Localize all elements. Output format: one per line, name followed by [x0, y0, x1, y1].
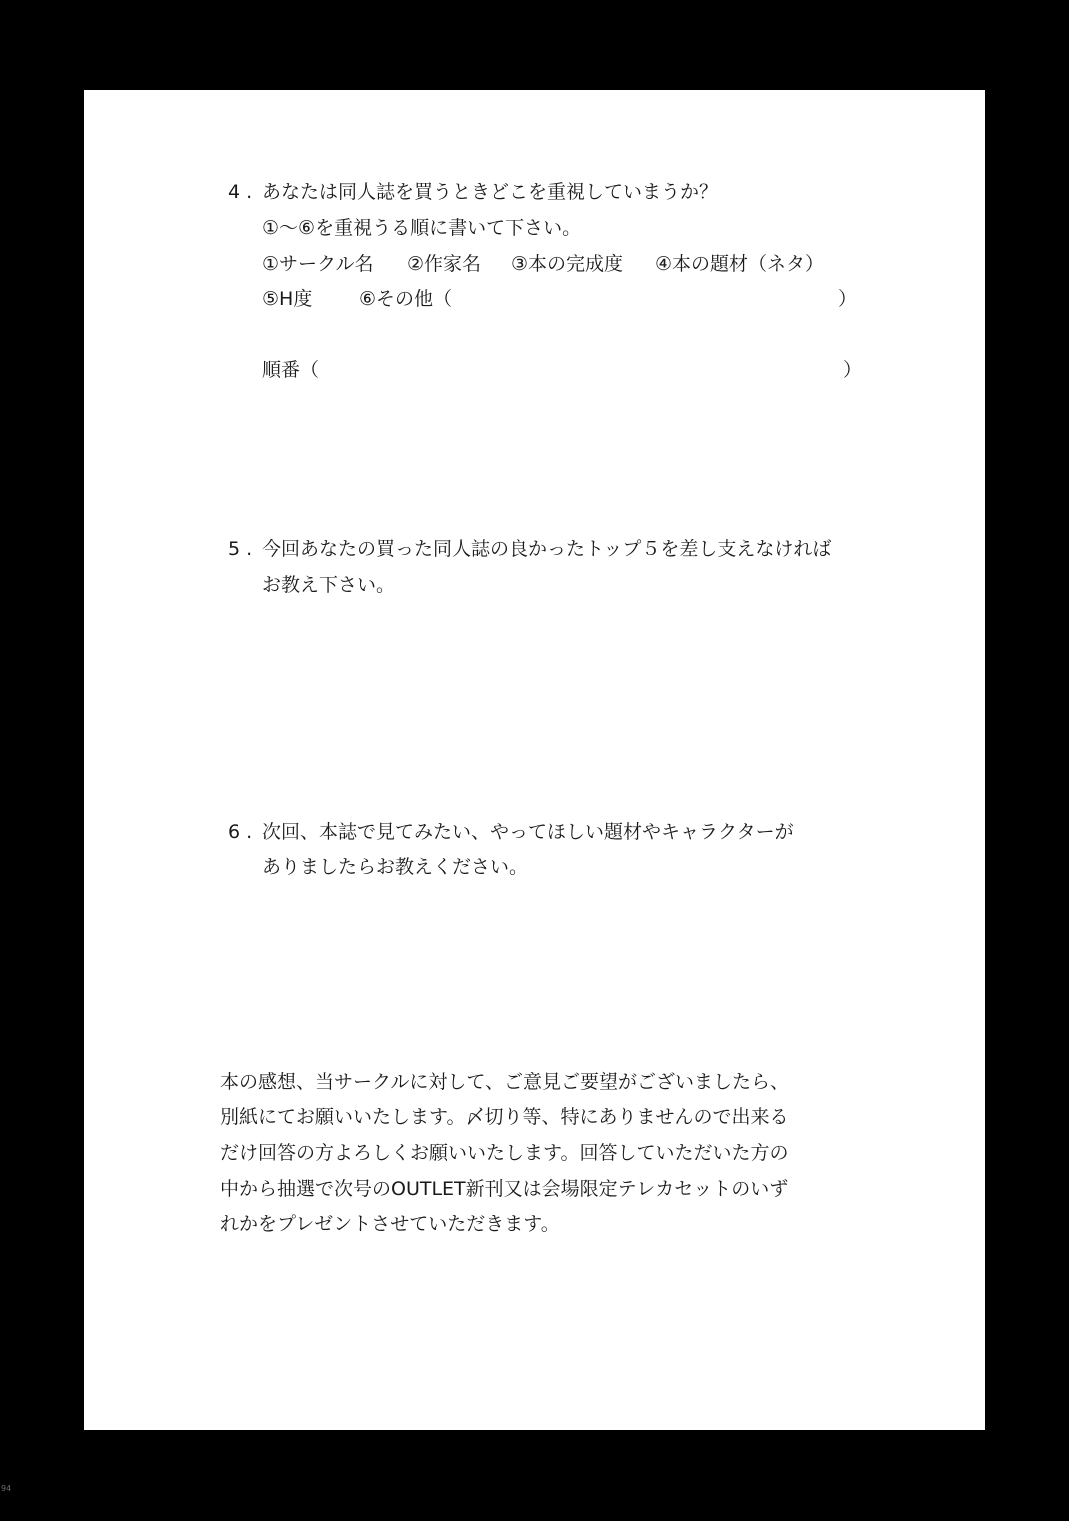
q4-instruction: ①〜⑥を重視うる順に書いて下さい。	[262, 217, 582, 239]
q4-option-circle-name: ①サークル名	[262, 253, 374, 275]
q4-other-close-paren: ）	[838, 288, 858, 310]
closing-line-3: だけ回答の方よろしくお願いいたします。回答していただいた方の	[220, 1142, 789, 1164]
q5-line-1: 今回あなたの買った同人誌の良かったトップ５を差し支えなければ	[262, 538, 832, 560]
q4-order-label: 順番（	[262, 359, 320, 381]
closing-line-1: 本の感想、当サークルに対して、ご意見ご要望がございましたら、	[220, 1071, 790, 1093]
q4-order-close-paren: ）	[843, 359, 863, 381]
q4-option-completeness: ③本の完成度	[511, 253, 624, 275]
q4-number: 4.	[228, 181, 259, 203]
q4-option-author-name: ②作家名	[407, 253, 482, 275]
page-number: 94	[1, 1484, 12, 1493]
q6-line-2: ありましたらお教えください。	[262, 856, 529, 878]
q4-option-h-level: ⑤H度	[262, 288, 313, 310]
q4-question: あなたは同人誌を買うときどこを重視していまうか？	[262, 181, 719, 203]
closing-line-2: 別紙にてお願いいたします。〆切り等、特にありませんので出来る	[220, 1106, 789, 1128]
q5-line-2: お教え下さい。	[262, 574, 396, 596]
q4-option-other: ⑥その他（	[359, 288, 453, 310]
closing-line-5: れかをプレゼントさせていただきます。	[220, 1213, 560, 1235]
q5-number: 5.	[228, 538, 259, 560]
q4-option-subject: ④本の題材（ネタ）	[655, 253, 825, 275]
q6-line-1: 次回、本誌で見てみたい、やってほしい題材やキャラクターが	[262, 821, 794, 843]
q6-number: 6.	[228, 821, 259, 843]
closing-line-4: 中から抽選で次号のOUTLET新刊又は会場限定テレカセットのいず	[220, 1178, 789, 1200]
